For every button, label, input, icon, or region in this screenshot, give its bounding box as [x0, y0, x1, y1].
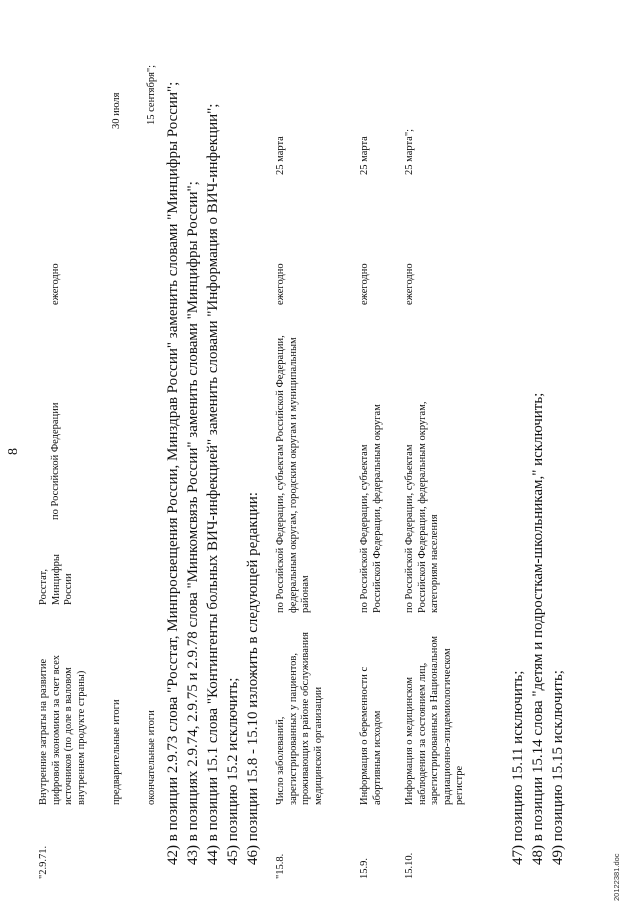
- row-name: Информация о медицинском наблюдении за состоянием лиц, зарегистрированных в Национальном радиационно-эпидемиологическом регистре: [404, 635, 465, 805]
- row-code: "15.8.: [275, 853, 286, 879]
- row-agency: Росстат, Минцифры России: [38, 554, 74, 605]
- row-level: по Российской Федерации: [50, 402, 61, 520]
- instruction-44: 44) в позиции 15.1 слова "Контингенты больных ВИЧ-инфекцией" заменить словами "Информация о ВИЧ-инфекции";: [205, 103, 221, 865]
- instruction-45: 45) позицию 15.2 исключить;: [225, 677, 241, 865]
- row-period: ежегодно: [50, 263, 61, 305]
- row-code: 15.10.: [404, 852, 415, 879]
- row-period: ежегодно: [275, 263, 286, 305]
- prelim-date: 30 июля: [111, 92, 122, 129]
- prelim-label: предварительные итоги: [111, 699, 122, 805]
- instruction-43: 43) в позициях 2.9.74, 2.9.75 и 2.9.78 слова "Минкомсвязь России" заменить словами "Минцифры России";: [185, 181, 201, 865]
- row-date: 25 марта: [359, 136, 370, 175]
- row-date: 25 марта";: [404, 128, 415, 175]
- instruction-42: 42) в позиции 2.9.73 слова "Росстат, Минпросвещения России, Минздрав России" заменить словами "Минцифры России";: [165, 81, 181, 865]
- row-level: по Российской Федерации, субъектам Российской Федерации, федеральным округам, городским округам и муниципальным районам: [275, 335, 311, 613]
- row-level: по Российской Федерации, субъектам Российской Федерации, федеральным округам: [359, 404, 383, 613]
- row-period: ежегодно: [404, 263, 415, 305]
- row-name: Число заболеваний, зарегистрированных у пациентов, проживающих в районе обслуживания медицинской организации: [275, 632, 324, 805]
- instruction-48: 48) в позиции 15.14 слова "детям и подросткам-школьникам," исключить;: [530, 392, 546, 865]
- row-level: по Российской Федерации, субъектам Российской Федерации, федеральным округам, категориям населения: [404, 401, 440, 613]
- final-date: 15 сентября";: [146, 64, 157, 125]
- instruction-47: 47) позицию 15.11 исключить;: [510, 670, 526, 865]
- final-label: окончательные итоги: [146, 710, 157, 805]
- row-code: 15.9.: [359, 858, 370, 879]
- instruction-49: 49) позицию 15.15 исключить;: [550, 670, 566, 865]
- page-number: 8: [6, 448, 21, 455]
- row-date: 25 марта: [275, 136, 286, 175]
- row-name: Информация о беременности с абортивным исходом: [359, 666, 383, 805]
- row-period: ежегодно: [359, 263, 370, 305]
- instruction-46: 46) позиции 15.8 - 15.10 изложить в следующей редакции:: [245, 492, 261, 865]
- row-code: "2.9.71.: [38, 845, 49, 879]
- file-name-footer: 20122381.doc: [612, 853, 621, 901]
- row-name: Внутренние затраты на развитие цифровой экономики за счет всех источников (по доле в валовом внутреннем продукте страны): [38, 654, 87, 805]
